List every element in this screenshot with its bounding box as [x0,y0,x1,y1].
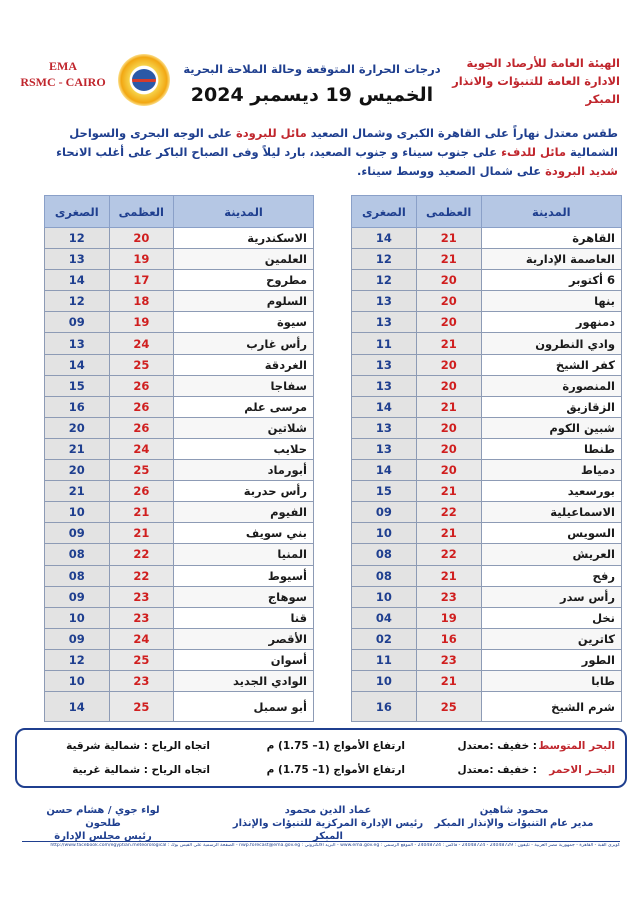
org-line-1: الهيئة العامة للأرصاد الجوية [466,56,620,70]
max-temp-cell: 21 [416,228,481,249]
city-cell: العلمين [174,249,314,270]
temperature-table-right [351,195,622,722]
city-cell: العاصمة الإدارية [481,249,621,270]
min-temp-cell: 09 [45,312,110,333]
city-cell: بنها [481,291,621,312]
max-temp-cell: 20 [416,270,481,291]
max-temp-cell: 19 [416,607,481,628]
min-column-header: الصغرى [352,196,417,228]
max-temp-cell: 25 [109,354,174,375]
max-temp-cell: 22 [416,502,481,523]
city-cell: قنا [174,607,314,628]
min-temp-cell: 21 [45,481,110,502]
max-temp-cell: 16 [416,628,481,649]
organization-name [430,54,620,108]
city-cell: شبين الكوم [481,417,621,438]
table-row [45,481,314,502]
max-temp-cell: 21 [416,249,481,270]
max-temp-cell: 21 [416,565,481,586]
table-row [45,628,314,649]
city-cell: المنصورة [481,375,621,396]
max-temp-cell: 21 [416,333,481,354]
max-temp-cell: 20 [109,228,174,249]
table-row [352,375,622,396]
signature-name: لواء جوي / هشام حسن طلحون [46,805,160,829]
city-cell: بورسعيد [481,481,621,502]
city-cell: المنيا [174,544,314,565]
table-row [352,333,622,354]
min-temp-cell: 13 [45,333,110,354]
city-cell: مرسى علم [174,396,314,417]
city-cell: أبورماد [174,460,314,481]
table-row [352,628,622,649]
min-temp-cell: 10 [45,670,110,691]
desc-text-3: على جنوب سيناء و جنوب الصعيد، بارد ليلاً وفى الصباح الباكر على أغلب الانحاء [56,145,502,159]
table-row [352,544,622,565]
table-row [45,502,314,523]
max-column-header: العظمى [109,196,174,228]
min-temp-cell: 08 [352,565,417,586]
min-temp-cell: 15 [45,375,110,396]
max-temp-cell: 20 [416,291,481,312]
max-column-header: العظمى [416,196,481,228]
min-temp-cell: 14 [45,354,110,375]
min-temp-cell: 09 [45,586,110,607]
min-temp-cell: 13 [352,354,417,375]
table-row [352,417,622,438]
min-temp-cell: 20 [45,417,110,438]
table-row [45,354,314,375]
min-temp-cell: 09 [352,502,417,523]
max-temp-cell: 25 [109,649,174,670]
desc-highlight-1: مائل للبرودة [235,126,307,140]
min-temp-cell: 08 [352,544,417,565]
min-temp-cell: 02 [352,628,417,649]
red-sea-wind: اتجاه الرياح : شمالية غربية [72,764,210,776]
table-row [45,333,314,354]
max-temp-cell: 26 [109,375,174,396]
table-row [45,565,314,586]
table-row [45,291,314,312]
table-row [45,460,314,481]
min-temp-cell: 13 [352,291,417,312]
min-temp-cell: 13 [352,417,417,438]
max-temp-cell: 22 [109,565,174,586]
min-temp-cell: 10 [352,523,417,544]
city-cell: بني سويف [174,523,314,544]
max-temp-cell: 22 [109,544,174,565]
min-temp-cell: 13 [352,438,417,459]
max-temp-cell: 25 [416,692,481,722]
city-cell: العريش [481,544,621,565]
desc-text-2: على الوجه البحرى والسواحل الشمالية [69,126,618,159]
city-cell: كفر الشيخ [481,354,621,375]
table-row [45,544,314,565]
max-temp-cell: 21 [416,523,481,544]
table-row [352,692,622,722]
org-line-2: الادارة العامة للتنبؤات والانذار المبكر [452,74,620,106]
mediterranean-wind: اتجاه الرياح : شمالية شرقية [66,740,210,752]
max-temp-cell: 23 [109,586,174,607]
min-column-header: الصغرى [45,196,110,228]
mediterranean-row [17,740,625,756]
table-header-row [352,196,622,228]
city-cell: الغردقة [174,354,314,375]
max-temp-cell: 20 [416,438,481,459]
max-temp-cell: 24 [109,333,174,354]
rsmc-text: RSMC - CAIRO [20,75,106,89]
city-cell: مطروح [174,270,314,291]
table-row [45,375,314,396]
min-temp-cell: 13 [45,249,110,270]
city-cell: الاسكندرية [174,228,314,249]
temperature-table-left [44,195,314,722]
city-cell: حلايب [174,438,314,459]
table-row [352,502,622,523]
min-temp-cell: 09 [45,628,110,649]
max-temp-cell: 21 [109,523,174,544]
max-temp-cell: 18 [109,291,174,312]
max-temp-cell: 26 [109,417,174,438]
table-header-row [45,196,314,228]
min-temp-cell: 10 [45,502,110,523]
table-row [45,270,314,291]
mediterranean-state: : خفيف :معتدل [457,740,537,752]
max-temp-cell: 21 [109,502,174,523]
city-cell: السلوم [174,291,314,312]
table-row [352,312,622,333]
min-temp-cell: 12 [352,249,417,270]
min-temp-cell: 08 [45,565,110,586]
table-row [45,438,314,459]
max-temp-cell: 20 [416,312,481,333]
max-temp-cell: 21 [416,670,481,691]
city-cell: شرم الشيخ [481,692,621,722]
table-row [352,438,622,459]
table-row [45,692,314,722]
city-cell: رأس غارب [174,333,314,354]
desc-text-4: على شمال الصعيد ووسط سيناء. [357,164,546,178]
table-row [45,607,314,628]
city-cell: الفيوم [174,502,314,523]
max-temp-cell: 25 [109,692,174,722]
page-header [0,48,640,118]
city-cell: طابا [481,670,621,691]
city-cell: 6 أكتوبر [481,270,621,291]
desc-highlight-2: مائل للدفء [501,145,567,159]
table-row [45,312,314,333]
page-title: درجات الحرارة المتوقعة وحالة الملاحة البحرية [183,62,441,76]
table-row [45,417,314,438]
table-row [45,523,314,544]
table-row [352,396,622,417]
max-temp-cell: 24 [109,628,174,649]
table-row [352,670,622,691]
desc-text-1: طقس معتدل نهاراً على القاهرة الكبرى وشمال الصعيد [306,126,618,140]
red-sea-state: : خفيف :معتدل [457,764,537,776]
min-temp-cell: 12 [352,270,417,291]
table-row [352,586,622,607]
city-cell: شلاتين [174,417,314,438]
table-row [352,291,622,312]
max-temp-cell: 17 [109,270,174,291]
marine-conditions-box [15,728,627,788]
signatures [0,804,640,842]
min-temp-cell: 20 [45,460,110,481]
ema-text: EMA [49,59,77,73]
min-temp-cell: 16 [45,396,110,417]
min-temp-cell: 10 [352,670,417,691]
min-temp-cell: 13 [352,312,417,333]
signature-director [414,804,614,830]
min-temp-cell: 14 [352,228,417,249]
min-temp-cell: 11 [352,649,417,670]
signature-title: رئيس مجلس الإدارة [54,831,152,842]
table-row [45,670,314,691]
table-row [45,228,314,249]
min-temp-cell: 12 [45,228,110,249]
city-cell: الوادي الجديد [174,670,314,691]
signature-name: عماد الدين محمود [284,805,372,816]
city-cell: كاترين [481,628,621,649]
weather-description [24,124,618,181]
city-cell: سيوة [174,312,314,333]
desc-highlight-3: شديد البرودة [545,164,618,178]
signature-title: مدير عام التنبؤات والإنذار المبكر [434,818,594,829]
table-row [352,565,622,586]
city-column-header: المدينة [174,196,314,228]
city-cell: طنطا [481,438,621,459]
min-temp-cell: 14 [352,396,417,417]
max-temp-cell: 23 [416,586,481,607]
table-row [45,249,314,270]
signature-title: رئيس الإدارة المركزية للتنبؤات والإنذار المبكر [232,818,424,842]
table-row [352,481,622,502]
city-column-header: المدينة [481,196,621,228]
min-temp-cell: 15 [352,481,417,502]
city-cell: نخل [481,607,621,628]
forecast-date: الخميس 19 ديسمبر 2024 [190,84,434,106]
max-temp-cell: 26 [109,396,174,417]
city-cell: الأقصر [174,628,314,649]
red-sea-label: البحـر الاحمر [549,764,615,776]
city-cell: رأس سدر [481,586,621,607]
city-cell: رأس حدربة [174,481,314,502]
signature-name: محمود شاهين [479,805,549,816]
city-cell: سفاجا [174,375,314,396]
min-temp-cell: 12 [45,291,110,312]
max-temp-cell: 21 [416,396,481,417]
max-temp-cell: 19 [109,312,174,333]
max-temp-cell: 25 [109,460,174,481]
max-temp-cell: 19 [109,249,174,270]
min-temp-cell: 12 [45,649,110,670]
city-cell: السويس [481,523,621,544]
red-sea-waves: ارتفاع الأمواج (1– 1.75) م [266,764,405,776]
city-cell: القاهرة [481,228,621,249]
table-row [352,649,622,670]
table-row [352,607,622,628]
min-temp-cell: 10 [352,586,417,607]
min-temp-cell: 13 [352,375,417,396]
city-cell: دمنهور [481,312,621,333]
table-row [45,586,314,607]
city-cell: الطور [481,649,621,670]
footer-contact: كوبري القبة - القاهرة - جمهورية مصر العربية - تليفون : 24048729 - 24048724 - فاكس : 24048724 - الموقع الرسمي : www.ema.gov.eg - البريد الالكتروني : nwp.forecast@ema.gov.eg - الصفحة الرسمية على الفيس بوك : http://www.facebook.com/egyptian.meteorological [50,843,620,848]
city-cell: الاسماعيلية [481,502,621,523]
signature-central-head [218,804,438,843]
table-row [352,523,622,544]
min-temp-cell: 04 [352,607,417,628]
min-temp-cell: 10 [45,607,110,628]
table-row [352,354,622,375]
min-temp-cell: 11 [352,333,417,354]
min-temp-cell: 14 [352,460,417,481]
max-temp-cell: 24 [109,438,174,459]
city-cell: أبو سمبل [174,692,314,722]
max-temp-cell: 23 [109,607,174,628]
city-cell: رفح [481,565,621,586]
table-row [45,649,314,670]
min-temp-cell: 16 [352,692,417,722]
city-cell: أسيوط [174,565,314,586]
max-temp-cell: 22 [416,544,481,565]
ema-logo-icon [118,54,170,106]
min-temp-cell: 08 [45,544,110,565]
max-temp-cell: 20 [416,460,481,481]
city-cell: أسوان [174,649,314,670]
max-temp-cell: 23 [416,649,481,670]
signature-chairman [28,804,178,843]
city-cell: سوهاج [174,586,314,607]
max-temp-cell: 20 [416,375,481,396]
max-temp-cell: 21 [416,481,481,502]
city-cell: وادي النطرون [481,333,621,354]
table-row [45,396,314,417]
max-temp-cell: 26 [109,481,174,502]
max-temp-cell: 20 [416,354,481,375]
max-temp-cell: 23 [109,670,174,691]
max-temp-cell: 20 [416,417,481,438]
table-row [352,270,622,291]
table-row [352,228,622,249]
ema-label [20,58,106,90]
table-row [352,460,622,481]
min-temp-cell: 14 [45,692,110,722]
city-cell: دمياط [481,460,621,481]
mediterranean-waves: ارتفاع الأمواج (1– 1.75) م [266,740,405,752]
mediterranean-label: البحر المتوسط [538,740,615,752]
footer-divider [22,841,620,842]
red-sea-row [17,764,625,780]
city-cell: الزقازيق [481,396,621,417]
min-temp-cell: 09 [45,523,110,544]
table-row [352,249,622,270]
min-temp-cell: 14 [45,270,110,291]
min-temp-cell: 21 [45,438,110,459]
